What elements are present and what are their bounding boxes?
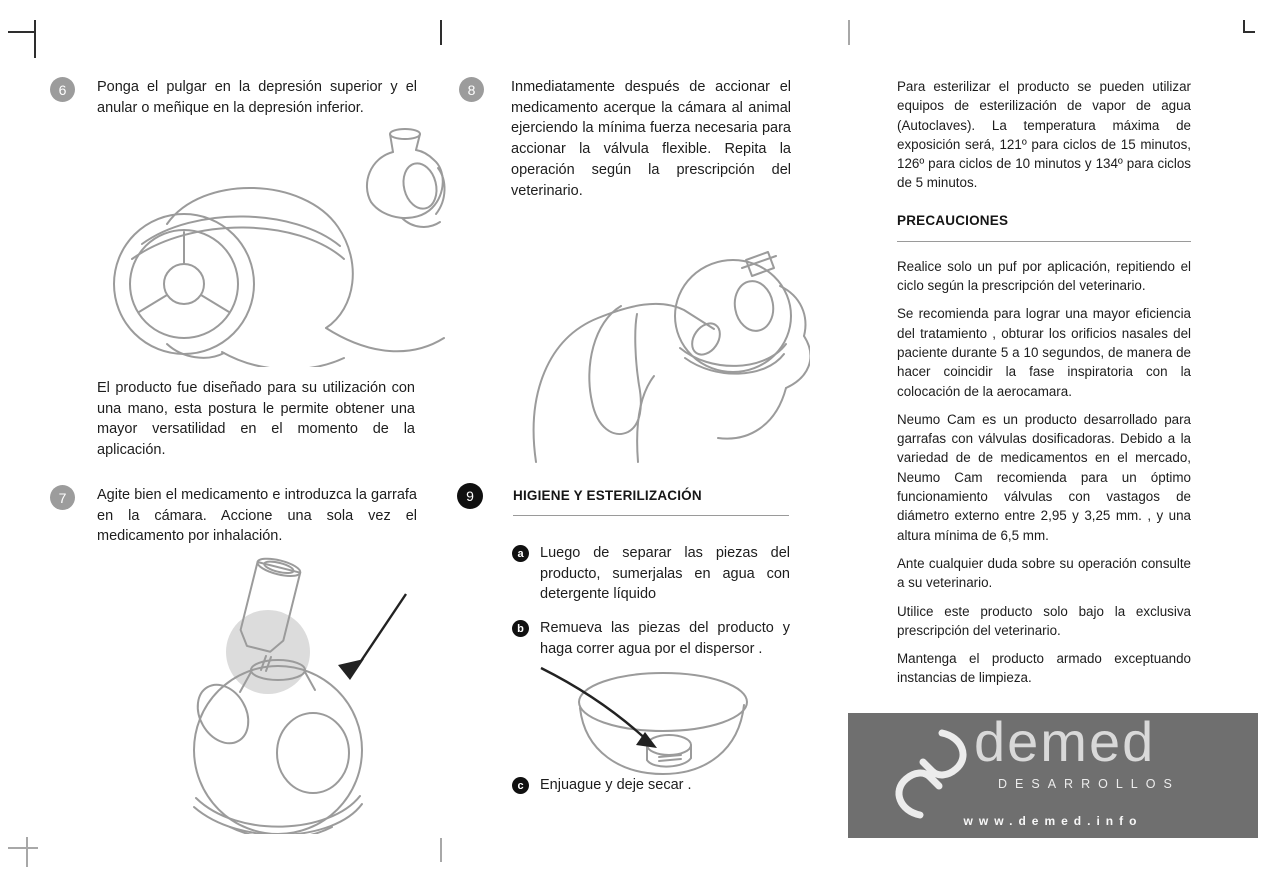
illustration-hands-holding-chamber xyxy=(72,122,447,367)
precaution-paragraph-6: Mantenga el producto armado exceptuando instancias de limpieza. xyxy=(897,651,1191,686)
step-6-text: Ponga el pulgar en la depresión superior y el anular o meñique en la depresión inferior. xyxy=(97,79,417,116)
precaution-paragraph-5: Utilice este producto solo bajo la exclusiva prescripción del veterinario. xyxy=(897,603,1191,638)
hygiene-item-a xyxy=(512,543,790,605)
item-b-badge xyxy=(512,620,529,637)
crop-mark-bottom-center-tick xyxy=(440,838,442,862)
demed-brand-text: demed xyxy=(974,710,1156,773)
step-6-number: 6 xyxy=(58,81,67,98)
item-a-label: a xyxy=(517,547,524,560)
illustration-canister-into-chamber xyxy=(138,556,458,834)
precaution-paragraph-2: Se recomienda para lograr una mayor eficiencia del tratamiento , obturar los orificios nasales del paciente durante 5 a 10 segundos, de manera de hacer coincidir la fase inspiratoria con la colocación de la aerocamara. xyxy=(897,306,1191,399)
item-c-badge xyxy=(512,777,529,794)
precautions-heading: PRECAUCIONES xyxy=(897,212,1009,228)
step-8-number: 8 xyxy=(467,81,476,98)
illustration-chamber-on-dog xyxy=(518,226,810,464)
hygiene-heading-rule xyxy=(513,515,789,516)
item-c-text: Enjuague y deje secar . xyxy=(540,777,692,793)
precaution-paragraph-4: Ante cualquier duda sobre su operación consulte a su veterinario. xyxy=(897,555,1191,591)
step-7-badge xyxy=(50,485,75,510)
insert-arrow xyxy=(338,594,406,680)
item-a-badge xyxy=(512,545,529,562)
item-c-label: c xyxy=(517,779,524,792)
step-9-badge xyxy=(457,483,483,509)
step-8-text: Inmediatamente después de accionar el medicamento acerque la cámara al animal ejerciendo la mínima fuerza necesaria para accionar la válvula flexible. Repita la operación según la prescripción del veterinario. xyxy=(511,79,791,199)
item-b-label: b xyxy=(517,622,524,635)
crop-mark-top-left-vertical xyxy=(34,20,36,58)
step-9-number: 9 xyxy=(466,488,474,504)
precautions-heading-rule xyxy=(897,241,1191,242)
step-7 xyxy=(50,485,417,547)
step-8 xyxy=(459,77,791,201)
demed-website-url: www.demed.info xyxy=(963,814,1143,828)
precaution-paragraph-3: Neumo Cam es un producto desarrollado para garrafas con válvulas dosificadoras. Debido a la variedad de de medicamentos en el mercado, Neumo Cam recomienda para un óptimo funcionamiento válvulas con vastagos de diámetro externo entre 2,95 y 3,25 mm. , y una altura mínima de 6,5 mm. xyxy=(897,411,1191,543)
demed-subtitle-text: DESARROLLOS xyxy=(998,777,1180,791)
hygiene-item-c xyxy=(512,775,790,796)
crop-mark-bottom-left-vertical xyxy=(26,837,28,867)
crop-mark-top-right-corner-horizontal xyxy=(1243,31,1255,33)
step-7-text: Agite bien el medicamento e introduzca la garrafa en la cámara. Accione una sola vez el medicamento por inhalación. xyxy=(97,487,417,545)
step-6 xyxy=(50,77,417,118)
step-7-number: 7 xyxy=(58,489,67,506)
step-6-badge xyxy=(50,77,75,102)
item-b-text: Remueva las piezas del producto y haga correr agua por el dispersor . xyxy=(540,620,790,657)
step-8-badge xyxy=(459,77,484,102)
crop-mark-top-right-tick xyxy=(848,20,850,45)
demed-logo-icon xyxy=(886,725,976,828)
crop-mark-top-left-horizontal xyxy=(8,31,36,33)
one-hand-use-paragraph: El producto fue diseñado para su utilización con una mano, esta postura le permite obtener una mayor versatilidad en el momento de la aplicación. xyxy=(97,380,415,459)
right-column xyxy=(897,77,1191,697)
item-a-text: Luego de separar las piezas del producto, sumerjalas en agua con detergente líquido xyxy=(540,545,790,603)
demed-logo-box xyxy=(848,710,1258,838)
sterilization-paragraph: Para esterilizar el producto se pueden utilizar equipos de esterilización de vapor de agua (Autoclaves). La temperatura máxima de exposición será, 121º para ciclos de 15 minutos, 126º para ciclos de 10 minutos y 134º para ciclos de 5 minutos. xyxy=(897,79,1191,191)
precaution-paragraph-1: Realice solo un puf por aplicación, repitiendo el ciclo según la prescripción del veterinario. xyxy=(897,258,1191,294)
step-9 xyxy=(457,483,791,516)
hygiene-heading: HIGIENE Y ESTERILIZACIÓN xyxy=(513,488,702,503)
rinse-arrow xyxy=(541,668,657,748)
crop-mark-bottom-left-horizontal xyxy=(8,847,38,849)
crop-mark-top-center-tick xyxy=(440,20,442,45)
illustration-dispersor-rinse xyxy=(533,652,773,780)
